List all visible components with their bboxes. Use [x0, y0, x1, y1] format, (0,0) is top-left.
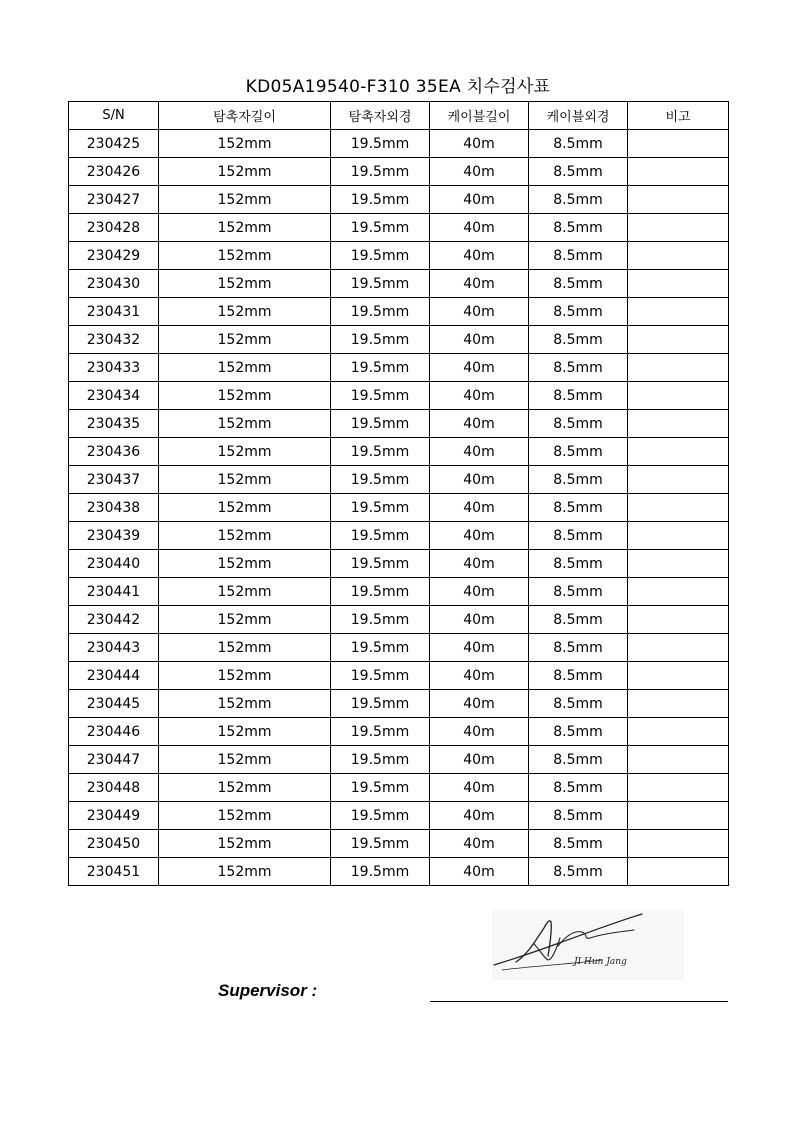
cable-length-cell: 40m [430, 326, 529, 354]
cable-diameter-cell: 8.5mm [529, 550, 628, 578]
signature-name: JI Hun Jang [574, 957, 627, 967]
table-row [69, 186, 729, 214]
probe-length-cell: 152mm [159, 270, 331, 298]
probe-length-cell: 152mm [159, 858, 331, 886]
remarks-cell [628, 326, 729, 354]
probe-diameter-cell: 19.5mm [331, 578, 430, 606]
sn-cell: 230437 [69, 466, 159, 494]
probe-length-cell: 152mm [159, 774, 331, 802]
sn-cell: 230429 [69, 242, 159, 270]
probe-length-cell: 152mm [159, 466, 331, 494]
table-row [69, 690, 729, 718]
probe-length-cell: 152mm [159, 214, 331, 242]
sn-cell: 230434 [69, 382, 159, 410]
sn-cell: 230450 [69, 830, 159, 858]
probe-diameter-cell: 19.5mm [331, 354, 430, 382]
probe-diameter-cell: 19.5mm [331, 746, 430, 774]
table-row [69, 326, 729, 354]
cable-diameter-cell: 8.5mm [529, 326, 628, 354]
remarks-cell [628, 410, 729, 438]
table-row [69, 130, 729, 158]
probe-diameter-cell: 19.5mm [331, 158, 430, 186]
sn-cell: 230451 [69, 858, 159, 886]
remarks-cell [628, 466, 729, 494]
probe-length-cell: 152mm [159, 830, 331, 858]
cable-length-cell: 40m [430, 802, 529, 830]
table-row [69, 382, 729, 410]
header-cable-length: 케이블길이 [430, 102, 529, 130]
probe-diameter-cell: 19.5mm [331, 662, 430, 690]
table-row [69, 494, 729, 522]
document-title: KD05A19540-F310 35EA 치수검사표 [245, 77, 551, 97]
remarks-cell [628, 718, 729, 746]
probe-diameter-cell: 19.5mm [331, 802, 430, 830]
header-probe-length: 탐촉자길이 [159, 102, 331, 130]
cable-diameter-cell: 8.5mm [529, 662, 628, 690]
remarks-cell [628, 550, 729, 578]
cable-length-cell: 40m [430, 830, 529, 858]
sn-cell: 230438 [69, 494, 159, 522]
cable-diameter-cell: 8.5mm [529, 578, 628, 606]
probe-diameter-cell: 19.5mm [331, 214, 430, 242]
sn-cell: 230432 [69, 326, 159, 354]
cable-length-cell: 40m [430, 746, 529, 774]
probe-length-cell: 152mm [159, 718, 331, 746]
probe-length-cell: 152mm [159, 746, 331, 774]
probe-diameter-cell: 19.5mm [331, 270, 430, 298]
sn-cell: 230426 [69, 158, 159, 186]
sn-cell: 230430 [69, 270, 159, 298]
table-row [69, 802, 729, 830]
cable-diameter-cell: 8.5mm [529, 466, 628, 494]
table-body [69, 130, 729, 886]
probe-diameter-cell: 19.5mm [331, 690, 430, 718]
cable-diameter-cell: 8.5mm [529, 214, 628, 242]
remarks-cell [628, 578, 729, 606]
cable-diameter-cell: 8.5mm [529, 858, 628, 886]
probe-length-cell: 152mm [159, 662, 331, 690]
probe-diameter-cell: 19.5mm [331, 550, 430, 578]
remarks-cell [628, 662, 729, 690]
probe-diameter-cell: 19.5mm [331, 186, 430, 214]
cable-diameter-cell: 8.5mm [529, 690, 628, 718]
remarks-cell [628, 746, 729, 774]
table-row [69, 466, 729, 494]
remarks-cell [628, 606, 729, 634]
cable-diameter-cell: 8.5mm [529, 522, 628, 550]
sn-cell: 230448 [69, 774, 159, 802]
cable-diameter-cell: 8.5mm [529, 718, 628, 746]
probe-diameter-cell: 19.5mm [331, 830, 430, 858]
sn-cell: 230433 [69, 354, 159, 382]
sn-cell: 230427 [69, 186, 159, 214]
cable-length-cell: 40m [430, 214, 529, 242]
sn-cell: 230443 [69, 634, 159, 662]
cable-length-cell: 40m [430, 298, 529, 326]
probe-diameter-cell: 19.5mm [331, 774, 430, 802]
table-row [69, 522, 729, 550]
probe-diameter-cell: 19.5mm [331, 130, 430, 158]
cable-diameter-cell: 8.5mm [529, 438, 628, 466]
probe-diameter-cell: 19.5mm [331, 634, 430, 662]
probe-length-cell: 152mm [159, 242, 331, 270]
table-header-row [69, 102, 729, 130]
table-row [69, 158, 729, 186]
probe-length-cell: 152mm [159, 410, 331, 438]
cable-length-cell: 40m [430, 494, 529, 522]
table-row [69, 774, 729, 802]
sn-cell: 230441 [69, 578, 159, 606]
table-row [69, 242, 729, 270]
probe-length-cell: 152mm [159, 522, 331, 550]
table-row [69, 298, 729, 326]
cable-diameter-cell: 8.5mm [529, 354, 628, 382]
remarks-cell [628, 130, 729, 158]
table-row [69, 634, 729, 662]
signature-image [492, 910, 684, 980]
sn-cell: 230439 [69, 522, 159, 550]
remarks-cell [628, 438, 729, 466]
remarks-cell [628, 270, 729, 298]
table-row [69, 662, 729, 690]
cable-length-cell: 40m [430, 718, 529, 746]
probe-diameter-cell: 19.5mm [331, 858, 430, 886]
cable-length-cell: 40m [430, 354, 529, 382]
remarks-cell [628, 354, 729, 382]
probe-length-cell: 152mm [159, 354, 331, 382]
probe-length-cell: 152mm [159, 578, 331, 606]
remarks-cell [628, 382, 729, 410]
cable-length-cell: 40m [430, 858, 529, 886]
cable-diameter-cell: 8.5mm [529, 270, 628, 298]
cable-length-cell: 40m [430, 186, 529, 214]
header-sn: S/N [69, 102, 159, 130]
probe-length-cell: 152mm [159, 158, 331, 186]
table-row [69, 214, 729, 242]
probe-length-cell: 152mm [159, 606, 331, 634]
cable-diameter-cell: 8.5mm [529, 382, 628, 410]
inspection-table [68, 101, 729, 886]
cable-diameter-cell: 8.5mm [529, 746, 628, 774]
probe-diameter-cell: 19.5mm [331, 382, 430, 410]
cable-diameter-cell: 8.5mm [529, 606, 628, 634]
remarks-cell [628, 494, 729, 522]
table-row [69, 718, 729, 746]
remarks-cell [628, 214, 729, 242]
cable-length-cell: 40m [430, 522, 529, 550]
cable-diameter-cell: 8.5mm [529, 130, 628, 158]
sn-cell: 230440 [69, 550, 159, 578]
table-row [69, 550, 729, 578]
remarks-cell [628, 830, 729, 858]
sn-cell: 230446 [69, 718, 159, 746]
table-row [69, 410, 729, 438]
cable-length-cell: 40m [430, 774, 529, 802]
header-remarks: 비고 [628, 102, 729, 130]
probe-diameter-cell: 19.5mm [331, 410, 430, 438]
sn-cell: 230449 [69, 802, 159, 830]
sn-cell: 230447 [69, 746, 159, 774]
cable-length-cell: 40m [430, 410, 529, 438]
probe-length-cell: 152mm [159, 802, 331, 830]
cable-length-cell: 40m [430, 578, 529, 606]
remarks-cell [628, 858, 729, 886]
cable-length-cell: 40m [430, 382, 529, 410]
cable-diameter-cell: 8.5mm [529, 298, 628, 326]
sn-cell: 230428 [69, 214, 159, 242]
cable-length-cell: 40m [430, 242, 529, 270]
table-row [69, 354, 729, 382]
cable-length-cell: 40m [430, 634, 529, 662]
cable-length-cell: 40m [430, 606, 529, 634]
cable-diameter-cell: 8.5mm [529, 774, 628, 802]
remarks-cell [628, 802, 729, 830]
probe-length-cell: 152mm [159, 634, 331, 662]
cable-length-cell: 40m [430, 690, 529, 718]
cable-length-cell: 40m [430, 662, 529, 690]
probe-length-cell: 152mm [159, 186, 331, 214]
probe-length-cell: 152mm [159, 550, 331, 578]
signature-line [430, 1001, 728, 1002]
cable-diameter-cell: 8.5mm [529, 830, 628, 858]
cable-length-cell: 40m [430, 466, 529, 494]
probe-diameter-cell: 19.5mm [331, 718, 430, 746]
remarks-cell [628, 242, 729, 270]
probe-diameter-cell: 19.5mm [331, 494, 430, 522]
cable-diameter-cell: 8.5mm [529, 802, 628, 830]
remarks-cell [628, 298, 729, 326]
supervisor-label: Supervisor : [218, 981, 318, 1000]
cable-length-cell: 40m [430, 158, 529, 186]
remarks-cell [628, 774, 729, 802]
remarks-cell [628, 186, 729, 214]
cable-diameter-cell: 8.5mm [529, 186, 628, 214]
probe-length-cell: 152mm [159, 382, 331, 410]
probe-diameter-cell: 19.5mm [331, 438, 430, 466]
cable-length-cell: 40m [430, 270, 529, 298]
sn-cell: 230442 [69, 606, 159, 634]
header-probe-diameter: 탐촉자외경 [331, 102, 430, 130]
sn-cell: 230425 [69, 130, 159, 158]
sn-cell: 230444 [69, 662, 159, 690]
probe-diameter-cell: 19.5mm [331, 298, 430, 326]
remarks-cell [628, 634, 729, 662]
cable-diameter-cell: 8.5mm [529, 494, 628, 522]
probe-diameter-cell: 19.5mm [331, 326, 430, 354]
cable-length-cell: 40m [430, 550, 529, 578]
sn-cell: 230431 [69, 298, 159, 326]
table-row [69, 606, 729, 634]
probe-diameter-cell: 19.5mm [331, 522, 430, 550]
cable-diameter-cell: 8.5mm [529, 158, 628, 186]
remarks-cell [628, 690, 729, 718]
sn-cell: 230435 [69, 410, 159, 438]
remarks-cell [628, 158, 729, 186]
cable-diameter-cell: 8.5mm [529, 242, 628, 270]
header-cable-diameter: 케이블외경 [529, 102, 628, 130]
probe-length-cell: 152mm [159, 326, 331, 354]
probe-diameter-cell: 19.5mm [331, 606, 430, 634]
probe-length-cell: 152mm [159, 298, 331, 326]
remarks-cell [628, 522, 729, 550]
sn-cell: 230445 [69, 690, 159, 718]
cable-diameter-cell: 8.5mm [529, 634, 628, 662]
probe-diameter-cell: 19.5mm [331, 242, 430, 270]
table-row [69, 438, 729, 466]
table-row [69, 830, 729, 858]
cable-length-cell: 40m [430, 438, 529, 466]
table-row [69, 746, 729, 774]
probe-length-cell: 152mm [159, 690, 331, 718]
probe-length-cell: 152mm [159, 438, 331, 466]
probe-length-cell: 152mm [159, 130, 331, 158]
cable-length-cell: 40m [430, 130, 529, 158]
table-row [69, 858, 729, 886]
table-row [69, 578, 729, 606]
table-row [69, 270, 729, 298]
probe-diameter-cell: 19.5mm [331, 466, 430, 494]
cable-diameter-cell: 8.5mm [529, 410, 628, 438]
probe-length-cell: 152mm [159, 494, 331, 522]
sn-cell: 230436 [69, 438, 159, 466]
